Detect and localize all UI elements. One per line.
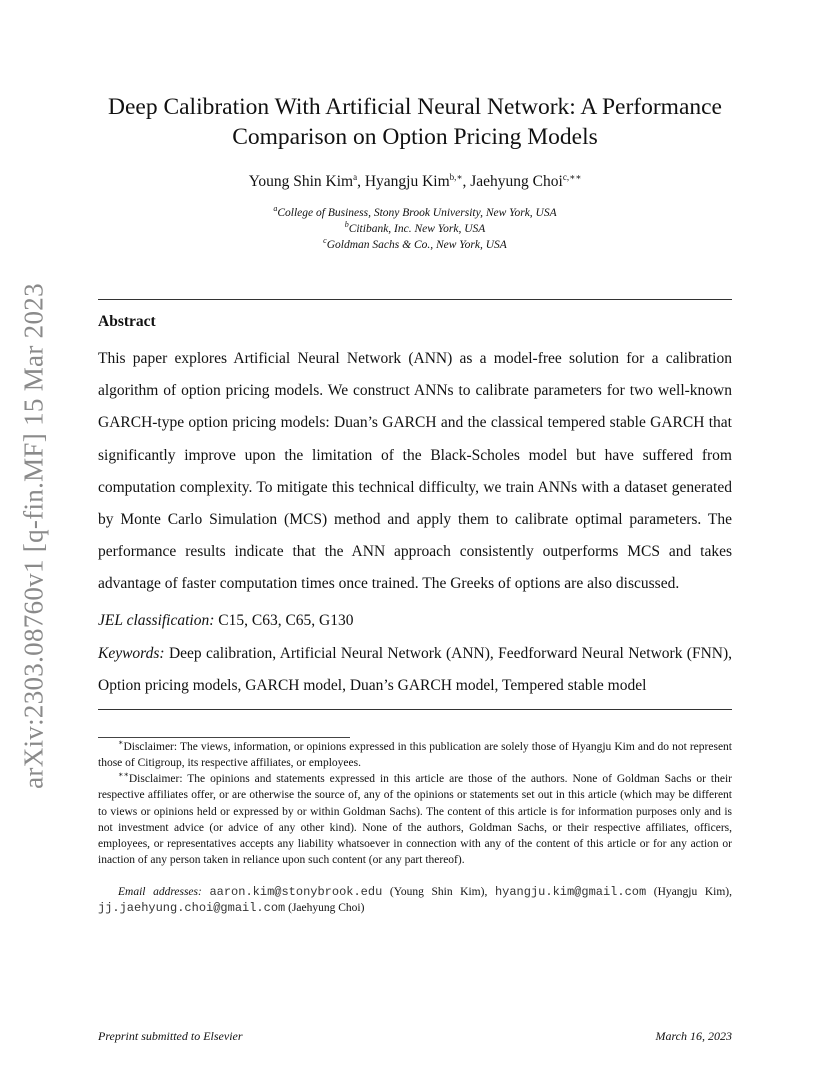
author-mark: b,∗	[449, 172, 463, 182]
affiliation-mark: b	[344, 220, 349, 229]
keywords-value: Deep calibration, Artificial Neural Network (ANN), Feedforward Neural Network (FNN), Option pricing models, GARCH model, Duan’s GARCH model, Tempered stable model	[98, 645, 733, 695]
affiliation	[98, 205, 732, 221]
keywords	[98, 638, 732, 702]
affiliation	[98, 237, 732, 253]
affiliation-mark: a	[273, 204, 278, 213]
footnote-text: Disclaimer: The opinions and statements expressed in this article are those of the authors. None of Goldman Sachs or their respective affiliates offer, or are otherwise the source of, any of the opinions or statements set out in this article (which may be different to views or opinions held or expressed by or within Goldman Sachs). The content of this article is for information purposes only and is not investment advice (or advice of any other kind). None of the authors, Goldman Sachs, or their respective affiliates, officers, employees, or representatives accepts any liability whatsoever in connection with any of the content of this article or for any action or inaction of any person taken in reliance upon such content (or any part thereof).	[98, 773, 732, 867]
abstract-top-rule	[98, 299, 732, 300]
affiliation-list	[98, 205, 732, 253]
footnote-mark: ∗∗	[118, 770, 129, 779]
author-mark: a	[353, 172, 358, 182]
abstract-bottom-rule	[98, 709, 732, 710]
email-link[interactable]: jj.jaehyung.choi@gmail.com	[98, 901, 286, 916]
footnote-separator	[98, 737, 350, 738]
email-owner: (Young Shin Kim),	[389, 886, 488, 898]
author-name: Hyangju Kim	[364, 173, 450, 190]
author-list: Young Shin Kim$^a$, Hyangju Kim$^{b,∗}$, Jaehyung Choi$^{c,∗∗}$	[248, 172, 582, 190]
affiliation-text: College of Business, Stony Brook University, New York, USA	[277, 207, 557, 219]
jel-value: C15, C63, C65, G130	[218, 612, 354, 629]
affiliation	[98, 221, 732, 237]
title-line-2: Comparison on Option Pricing Models	[232, 124, 598, 150]
footnote-disclaimer-2	[98, 771, 732, 869]
email-link[interactable]: hyangju.kim@gmail.com	[494, 885, 647, 899]
email-label: Email addresses:	[118, 886, 202, 898]
footnote-text: Disclaimer: The views, information, or opinions expressed in this publication are solely those of Hyangju Kim and do not represent those of Citigroup, its respective affiliates, or employees.	[98, 741, 732, 770]
footer-preprint-note: Preprint submitted to Elsevier	[98, 1029, 243, 1043]
author-mark: c,∗∗	[562, 172, 582, 182]
footnote-email-addresses	[98, 884, 732, 917]
affiliation-text: Citibank, Inc. New York, USA	[348, 223, 486, 235]
paper-title	[98, 92, 732, 152]
author-name: Jaehyung Choi	[470, 173, 563, 190]
footer-date: March 16, 2023	[655, 1029, 732, 1043]
author-name: Young Shin Kim	[248, 173, 354, 190]
jel-label: JEL classification:	[98, 612, 215, 629]
keywords-label: Keywords:	[98, 645, 165, 662]
footnote-disclaimer-1	[98, 739, 732, 772]
email-link[interactable]: aaron.kim@stonybrook.edu	[209, 885, 383, 899]
affiliation-text: Goldman Sachs & Co., New York, USA	[326, 239, 507, 251]
affiliation-mark: c	[323, 236, 327, 245]
footnote-mark: ∗	[118, 738, 124, 747]
email-owner: (Jaehyung Choi)	[288, 902, 365, 915]
jel-classification	[98, 605, 732, 637]
title-line-1: Deep Calibration With Artificial Neural Network: A Performance	[107, 94, 722, 120]
abstract-heading: Abstract	[98, 313, 156, 330]
abstract-body: This paper explores Artificial Neural Network (ANN) as a model-free solution for a calibration algorithm of option pricing models. We construct ANNs to calibrate parameters for two well-known GARCH-type option pricing models: Duan’s GARCH and the classical tempered stable GARCH that significantly improve upon the limitation of the Black-Scholes model but have suffered from computation complexity. To mitigate this technical difficulty, we train ANNs with a dataset generated by Monte Carlo Simulation (MCS) method and apply them to calibrate optimal parameters. The performance results indicate that the ANN approach consistently outperforms MCS and takes advantage of faster computation times once trained. The Greeks of options are also discussed.	[98, 350, 732, 593]
email-owner: (Hyangju Kim),	[653, 886, 732, 898]
arxiv-identifier-stamp: arXiv:2303.08760v1 [q-fin.MF] 15 Mar 2023	[18, 283, 49, 789]
